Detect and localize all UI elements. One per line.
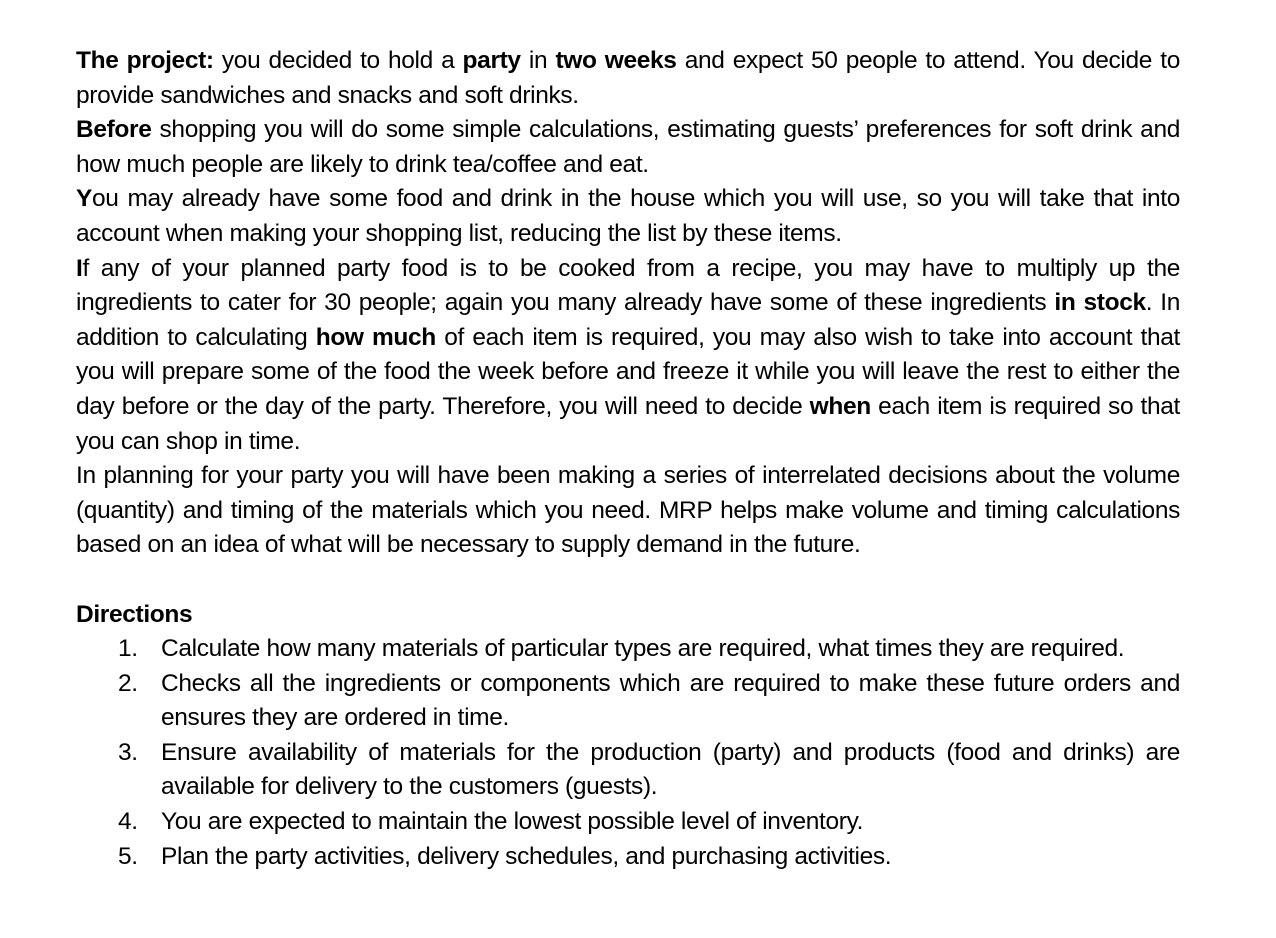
bold-run: two weeks xyxy=(555,47,677,74)
item-number: 4. xyxy=(118,808,138,836)
item-number: 3. xyxy=(118,738,138,766)
item-number: 5. xyxy=(118,842,138,870)
paragraph-existing-stock xyxy=(76,182,1180,251)
text-run: . In addition to calculating xyxy=(76,289,1181,351)
item-text: Checks all the ingredients or components which are required to make these future orders and ensures they are ordered in time. xyxy=(161,669,1180,732)
paragraph-before-shopping xyxy=(76,113,1180,182)
text-run: you decided to hold a xyxy=(213,47,463,74)
directions-item xyxy=(76,840,1180,875)
text-run: of each item is required, you may also wish to take into account that you will prepare some of the food the week before and freeze it while you will leave the rest to either the day before or the day of the party. Therefore, you will need to decide xyxy=(76,323,1180,420)
bold-run: Before xyxy=(76,116,152,144)
directions-item xyxy=(76,805,1180,840)
bold-run: in stock xyxy=(1054,289,1146,317)
text-run: in xyxy=(520,47,556,74)
paragraph-recipe-scaling xyxy=(76,252,1180,460)
text-run: In planning for your party you will have been making a series of interrelated decisions about the volume (quantity) and timing of the materials which you need. MRP helps make volume and timing calculations based on an idea of what will be necessary to supply demand in the future. xyxy=(76,462,1180,559)
item-number: 2. xyxy=(118,669,138,697)
blank-line xyxy=(76,563,1180,598)
bold-run: party xyxy=(462,47,521,74)
directions-item xyxy=(76,632,1180,667)
paragraph-project-intro xyxy=(76,44,1180,113)
item-text: Calculate how many materials of particular types are required, what times they are required. xyxy=(161,635,1125,663)
bold-run: how much xyxy=(315,323,436,351)
text-run: shopping you will do some simple calculations, estimating guests’ preferences for soft drink and how much people are likely to drink tea/coffee and eat. xyxy=(76,116,1180,178)
directions-list xyxy=(76,632,1180,874)
directions-item xyxy=(76,736,1180,805)
bold-run: I xyxy=(76,254,83,282)
item-text: Ensure availability of materials for the production (party) and products (food and drinks) are available for delivery to the customers (guests). xyxy=(161,738,1180,801)
item-text: You are expected to maintain the lowest possible level of inventory. xyxy=(161,808,864,836)
directions-heading: Directions xyxy=(76,600,193,628)
bold-run: Y xyxy=(76,185,92,213)
bold-run: when xyxy=(809,392,871,420)
text-run: and expect 50 people to attend. You decide to provide sandwiches and snacks and soft drinks. xyxy=(76,47,1180,109)
text-run: ou may already have some food and drink in the house which you will use, so you will take that into account when making your shopping list, reducing the list by these items. xyxy=(76,185,1180,247)
document-page xyxy=(76,44,1180,874)
text-run: f any of your planned party food is to be cooked from a recipe, you may have to multiply up the ingredients to cater for 30 people; again you many already have some of these ingredients xyxy=(76,254,1180,317)
item-number: 1. xyxy=(118,635,138,663)
directions-item xyxy=(76,667,1180,736)
paragraph-mrp-summary xyxy=(76,459,1180,563)
text-run: each item is required so that you can shop in time. xyxy=(76,392,1180,455)
bold-run: The project: xyxy=(76,47,214,74)
item-text: Plan the party activities, delivery schedules, and purchasing activities. xyxy=(161,842,892,870)
